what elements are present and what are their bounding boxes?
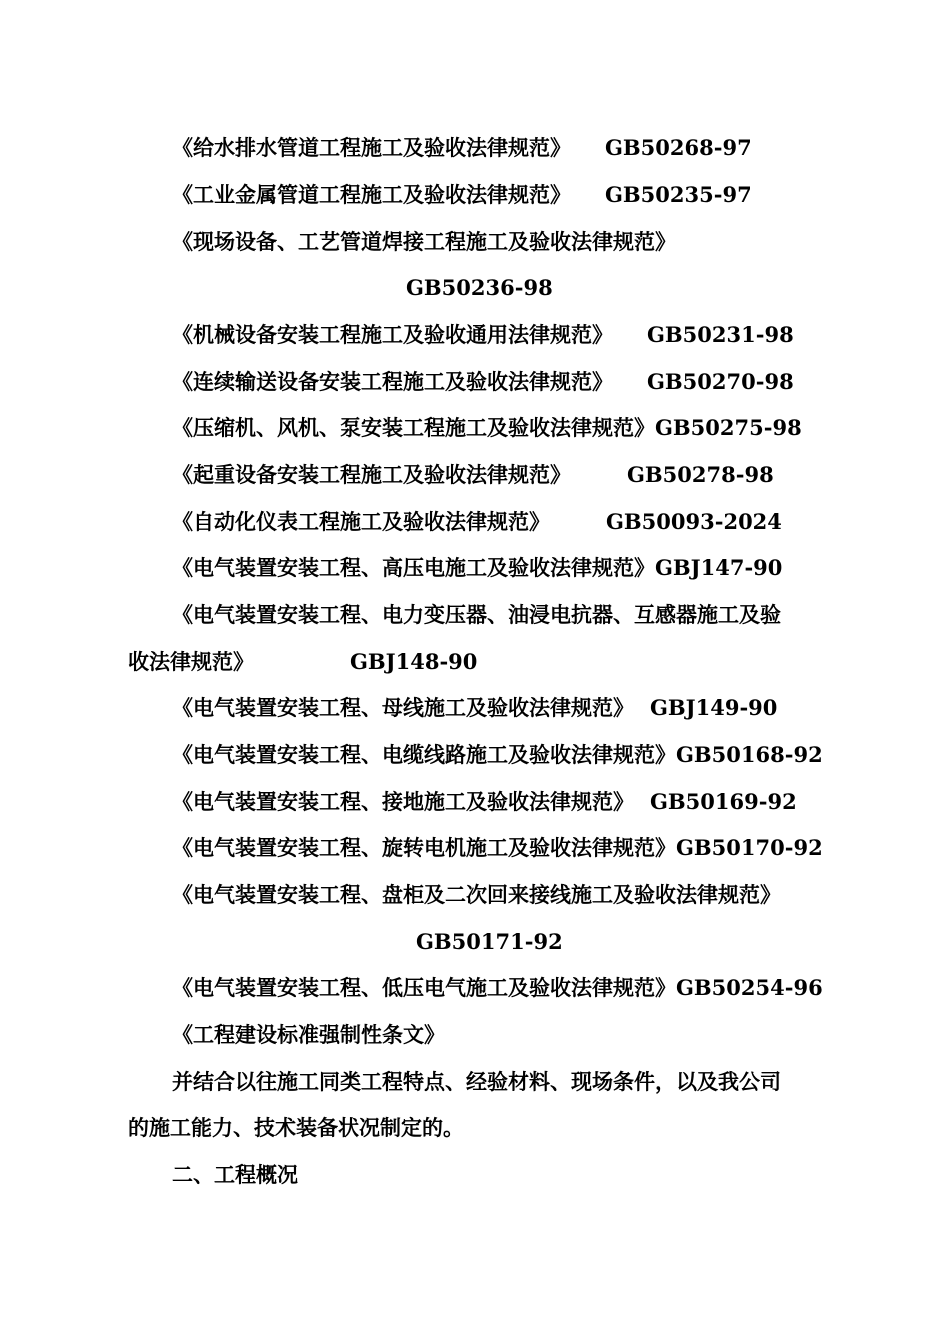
- standard-title: 《电气装置安装工程、母线施工及验收法律规范》: [172, 695, 634, 720]
- standard-title: 《电气装置安装工程、旋转电机施工及验收法律规范》: [172, 835, 676, 860]
- paragraph-line: [128, 1062, 840, 1102]
- section-heading-text: 二、工程概况: [172, 1162, 298, 1187]
- standard-title: 《给水排水管道工程施工及验收法律规范》: [172, 135, 571, 160]
- standard-item: [128, 268, 840, 308]
- paragraph-text: 的施工能力、技术装备状况制定的。: [128, 1115, 464, 1140]
- standard-code: GB50171-92: [416, 929, 563, 954]
- standard-item: [128, 455, 840, 495]
- standard-item: [128, 688, 840, 728]
- standard-title: 《起重设备安装工程施工及验收法律规范》: [172, 462, 571, 487]
- standard-code: GB50170-92: [676, 835, 823, 860]
- standard-title: 《电气装置安装工程、电力变压器、油浸电抗器、互感器施工及验: [172, 602, 781, 627]
- standard-item: [128, 548, 840, 588]
- standard-code: GB50275-98: [655, 415, 802, 440]
- standard-title: 《现场设备、工艺管道焊接工程施工及验收法律规范》: [172, 229, 676, 254]
- standard-title: 《压缩机、风机、泵安装工程施工及验收法律规范》: [172, 415, 655, 440]
- standard-item: [128, 362, 840, 402]
- standard-item: [128, 828, 840, 868]
- paragraph-text: 并结合以往施工同类工程特点、经验材料、现场条件，以及我公司: [172, 1069, 781, 1094]
- standard-code: GB50169-92: [650, 789, 797, 814]
- standard-title: 《电气装置安装工程、接地施工及验收法律规范》: [172, 789, 634, 814]
- standard-code: GBJ149-90: [650, 695, 778, 720]
- standard-code: GB50231-98: [647, 322, 794, 347]
- standard-code: GB50235-97: [605, 182, 752, 207]
- standard-title: 《电气装置安装工程、低压电气施工及验收法律规范》: [172, 975, 676, 1000]
- standard-item: [128, 642, 840, 682]
- standard-item: [128, 408, 840, 448]
- standard-code: GB50270-98: [647, 369, 794, 394]
- standard-item: [128, 922, 840, 962]
- paragraph-line: [128, 1108, 840, 1148]
- standard-item: [128, 875, 840, 915]
- standard-item: [128, 502, 840, 542]
- standard-item: [128, 735, 840, 775]
- standard-title: 《工程建设标准强制性条文》: [172, 1022, 445, 1047]
- standard-item: [128, 128, 840, 168]
- standard-item: [128, 222, 840, 262]
- standard-title: 《电气装置安装工程、电缆线路施工及验收法律规范》: [172, 742, 676, 767]
- standard-code: GB50093-2024: [606, 509, 782, 534]
- standard-title: 《电气装置安装工程、盘柜及二次回来接线施工及验收法律规范》: [172, 882, 781, 907]
- standard-item: [128, 595, 840, 635]
- standard-item: [128, 968, 840, 1008]
- standard-item: [128, 315, 840, 355]
- standard-code: GB50278-98: [627, 462, 774, 487]
- standard-code: GBJ147-90: [655, 555, 783, 580]
- standard-code: GB50168-92: [676, 742, 823, 767]
- standard-code: GB50268-97: [605, 135, 752, 160]
- standard-item: [128, 1015, 840, 1055]
- standard-title: 收法律规范》: [128, 649, 254, 674]
- standard-title: 《工业金属管道工程施工及验收法律规范》: [172, 182, 571, 207]
- standard-title: 《连续输送设备安装工程施工及验收法律规范》: [172, 369, 613, 394]
- standard-title: 《自动化仪表工程施工及验收法律规范》: [172, 509, 550, 534]
- standard-code: GB50236-98: [406, 275, 553, 300]
- standard-title: 《机械设备安装工程施工及验收通用法律规范》: [172, 322, 613, 347]
- standard-item: [128, 782, 840, 822]
- standard-code: GBJ148-90: [350, 649, 478, 674]
- standard-code: GB50254-96: [676, 975, 823, 1000]
- standard-title: 《电气装置安装工程、高压电施工及验收法律规范》: [172, 555, 655, 580]
- section-heading: [128, 1155, 840, 1195]
- standard-item: [128, 175, 840, 215]
